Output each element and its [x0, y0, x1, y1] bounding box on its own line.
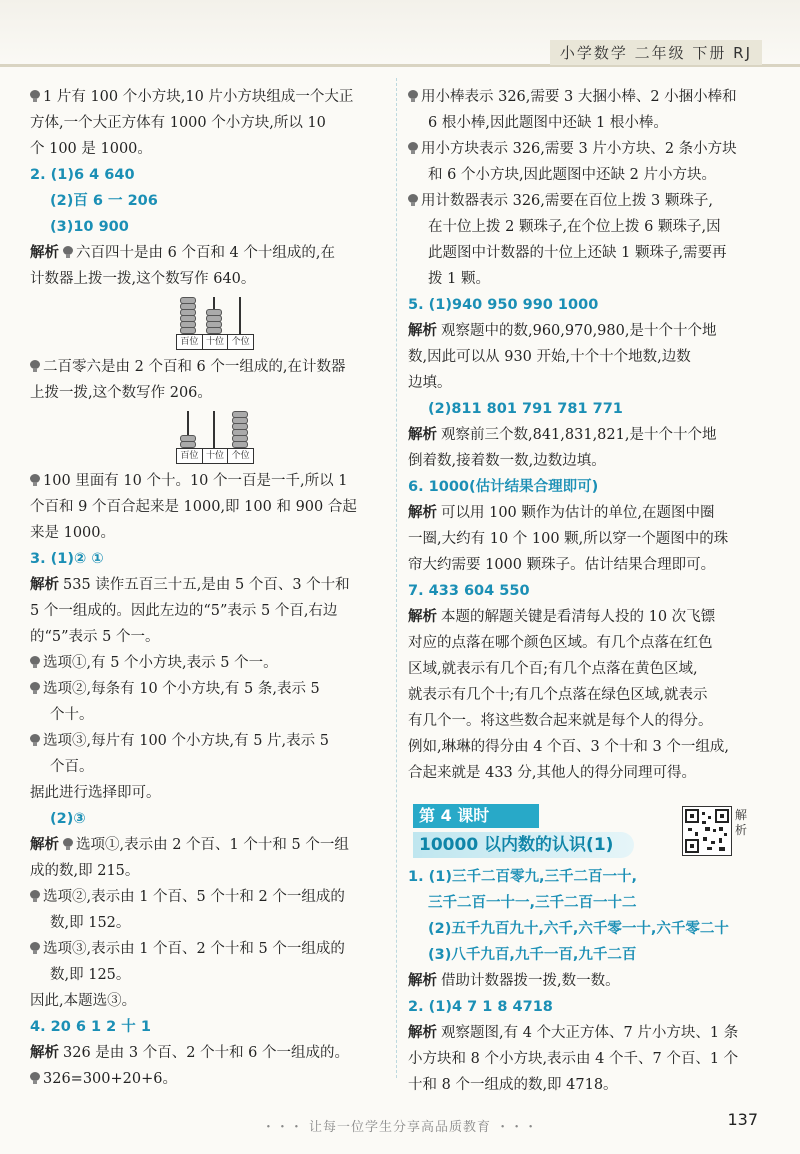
analysis-label: 解析: [408, 973, 437, 989]
text-line: 来是 1000。: [30, 525, 116, 541]
bulb-icon: [30, 1072, 40, 1084]
answer-line: (2)五千九百九十,六千,六千零一十,六千零二十: [428, 921, 729, 937]
lesson-title: 第 4 课时: [413, 804, 539, 828]
text-line: 选项③,表示由 1 个百、2 个十和 5 个一组成的: [30, 936, 385, 962]
text-line: 一圈,大约有 10 个 100 颗,所以穿一个题图中的珠: [408, 531, 729, 547]
text-line: 6 根小棒,因此题图中还缺 1 根小棒。: [428, 115, 668, 131]
left-column: [30, 84, 385, 1092]
text-line: 计数器上拨一拨,这个数写作 640。: [30, 271, 256, 287]
text-line: 边填。: [408, 375, 452, 391]
text-line: 选项①,有 5 个小方块,表示 5 个一。: [30, 650, 385, 676]
qr-label: 解析: [735, 808, 748, 837]
analysis-line: 解析 本题的解题关键是看清每人投的 10 次飞镖: [408, 609, 716, 625]
text-line: 此题图中计数器的十位上还缺 1 颗珠子,需要再: [428, 245, 727, 261]
lesson-answers: [408, 864, 773, 1098]
answer-line: (2)811 801 791 781 771: [428, 401, 623, 417]
lesson-subtitle: 10000 以内数的认识(1): [413, 832, 634, 858]
text-line: 用计数器表示 326,需要在百位上拨 3 颗珠子,: [408, 188, 773, 214]
analysis-line: 解析 观察题图,有 4 个大正方体、7 片小方块、1 条: [408, 1025, 739, 1041]
text-line: 合起来就是 433 分,其他人的得分同理可得。: [408, 765, 697, 781]
bulb-icon: [30, 360, 40, 372]
answer-line: (2)百 6 一 206: [50, 193, 158, 209]
text-line: 用小方块表示 326,需要 3 片小方块、2 条小方块: [408, 136, 773, 162]
analysis-label: 解析: [30, 837, 59, 853]
abacus-labels: 百位 十位 个位: [176, 448, 254, 464]
answer-line: (2)③: [50, 811, 86, 827]
text-line: 有几个一。将这些数合起来就是每个人的得分。: [408, 713, 713, 729]
bulb-icon: [30, 734, 40, 746]
answer-line: 5. (1)940 950 990 1000: [408, 297, 599, 313]
analysis-line: 解析 观察前三个数,841,831,821,是十个十个地: [408, 427, 717, 443]
text-line: 十和 8 个一组成的数,即 4718。: [408, 1077, 618, 1093]
answer-line: 7. 433 604 550: [408, 583, 530, 599]
bulb-icon: [63, 246, 73, 258]
text-line: 帘大约需要 1000 颗珠子。估计结果合理即可。: [408, 557, 716, 573]
text-line: 1 片有 100 个小方块,10 片小方块组成一个大正: [30, 84, 385, 110]
text-line: 个十。: [50, 707, 94, 723]
text-line: 因此,本题选③。: [30, 993, 137, 1009]
bulb-icon: [30, 890, 40, 902]
bulb-icon: [30, 942, 40, 954]
text-line: 选项②,表示由 1 个百、5 个十和 2 个一组成的: [30, 884, 385, 910]
text-line: 倒着数,接着数一数,边数边填。: [408, 453, 606, 469]
text-line: 据此进行选择即可。: [30, 785, 161, 801]
bulb-icon: [408, 194, 418, 206]
answer-line: 1. (1)三千二百零九,三千二百一十,: [408, 869, 638, 885]
qr-code-icon[interactable]: [682, 806, 732, 856]
analysis-line: 解析 326 是由 3 个百、2 个十和 6 个一组成的。: [30, 1045, 350, 1061]
text-line: 5 个一组成的。因此左边的“5”表示 5 个百,右边: [30, 603, 338, 619]
text-line: 就表示有几个十;有几个点落在绿色区域,就表示: [408, 687, 708, 703]
analysis-label: 解析: [30, 245, 59, 261]
bulb-icon: [30, 474, 40, 486]
analysis-label: 解析: [408, 1025, 437, 1041]
text-line: 个百和 9 个百合起来是 1000,即 100 和 900 合起: [30, 499, 357, 515]
text-line: 的“5”表示 5 个一。: [30, 629, 160, 645]
answer-line: 3. (1)② ①: [30, 551, 104, 567]
analysis-line: 解析 535 读作五百三十五,是由 5 个百、3 个十和: [30, 577, 350, 593]
analysis-line: 解析 观察题中的数,960,970,980,是十个十个地: [408, 323, 717, 339]
bulb-icon: [408, 142, 418, 154]
footer-slogan: ・・・ 让每一位学生分享高品质教育 ・・・: [261, 1120, 539, 1135]
abacus-labels: 百位 十位 个位: [176, 334, 254, 350]
analysis-line: 解析 六百四十是由 6 个百和 4 个十组成的,在: [30, 245, 335, 261]
text-line: 数,因此可以从 930 开始,十个十个地数,边数: [408, 349, 691, 365]
bulb-icon: [30, 656, 40, 668]
answer-line: (3)八千九百,九千一百,九千二百: [428, 947, 637, 963]
text-line: 326=300+20+6。: [30, 1066, 385, 1092]
text-line: 成的数,即 215。: [30, 863, 140, 879]
analysis-line: 解析 选项①,表示由 2 个百、1 个十和 5 个一组: [30, 837, 349, 853]
analysis-label: 解析: [408, 427, 437, 443]
analysis-label: 解析: [30, 577, 59, 593]
bulb-icon: [408, 90, 418, 102]
book-tag: 小学数学 二年级 下册 RJ: [550, 40, 762, 65]
analysis-line: 解析 可以用 100 颗作为估计的单位,在题图中圈: [408, 505, 715, 521]
bulb-icon: [63, 838, 73, 850]
page-number: 137: [727, 1110, 758, 1129]
bulb-icon: [30, 90, 40, 102]
answer-line: 4. 20 6 1 2 十 1: [30, 1019, 151, 1035]
answer-line: 2. (1)6 4 640: [30, 167, 135, 183]
answer-line: (3)10 900: [50, 219, 129, 235]
text-line: 上拨一拨,这个数写作 206。: [30, 385, 212, 401]
bulb-icon: [30, 682, 40, 694]
analysis-label: 解析: [408, 505, 437, 521]
text-line: 选项②,每条有 10 个小方块,有 5 条,表示 5: [30, 676, 385, 702]
column-divider: [396, 78, 397, 1078]
text-line: 个百。: [50, 759, 94, 775]
answer-line: 三千二百一十一,三千二百一十二: [428, 895, 637, 911]
abacus-206: [176, 410, 254, 464]
analysis-label: 解析: [408, 323, 437, 339]
text-line: 个 100 是 1000。: [30, 141, 152, 157]
text-line: 对应的点落在哪个颜色区域。有几个点落在红色: [408, 635, 713, 651]
answer-line: 2. (1)4 7 1 8 4718: [408, 999, 553, 1015]
analysis-label: 解析: [30, 1045, 59, 1061]
analysis-line: 解析 借助计数器拨一拨,数一数。: [408, 973, 620, 989]
text-line: 在十位上拨 2 颗珠子,在个位上拨 6 颗珠子,因: [428, 219, 721, 235]
text-line: 方体,一个大正方体有 1000 个小方块,所以 10: [30, 115, 326, 131]
abacus-640: [176, 296, 254, 350]
analysis-label: 解析: [408, 609, 437, 625]
text-line: 和 6 个小方块,因此题图中还缺 2 片小方块。: [428, 167, 716, 183]
text-line: 区域,就表示有几个百;有几个点落在黄色区域,: [408, 661, 698, 677]
text-line: 二百零六是由 2 个百和 6 个一组成的,在计数器: [30, 354, 385, 380]
answer-line: 6. 1000(估计结果合理即可): [408, 479, 599, 495]
text-line: 例如,琳琳的得分由 4 个百、3 个十和 3 个一组成,: [408, 739, 729, 755]
text-line: 100 里面有 10 个十。10 个一百是一千,所以 1: [30, 468, 385, 494]
right-column: [408, 84, 773, 786]
text-line: 拨 1 颗。: [428, 271, 490, 287]
text-line: 选项③,每片有 100 个小方块,有 5 片,表示 5: [30, 728, 385, 754]
text-line: 数,即 125。: [50, 967, 131, 983]
text-line: 数,即 152。: [50, 915, 131, 931]
text-line: 用小棒表示 326,需要 3 大捆小棒、2 小捆小棒和: [408, 84, 773, 110]
text-line: 小方块和 8 个小方块,表示由 4 个千、7 个百、1 个: [408, 1051, 739, 1067]
